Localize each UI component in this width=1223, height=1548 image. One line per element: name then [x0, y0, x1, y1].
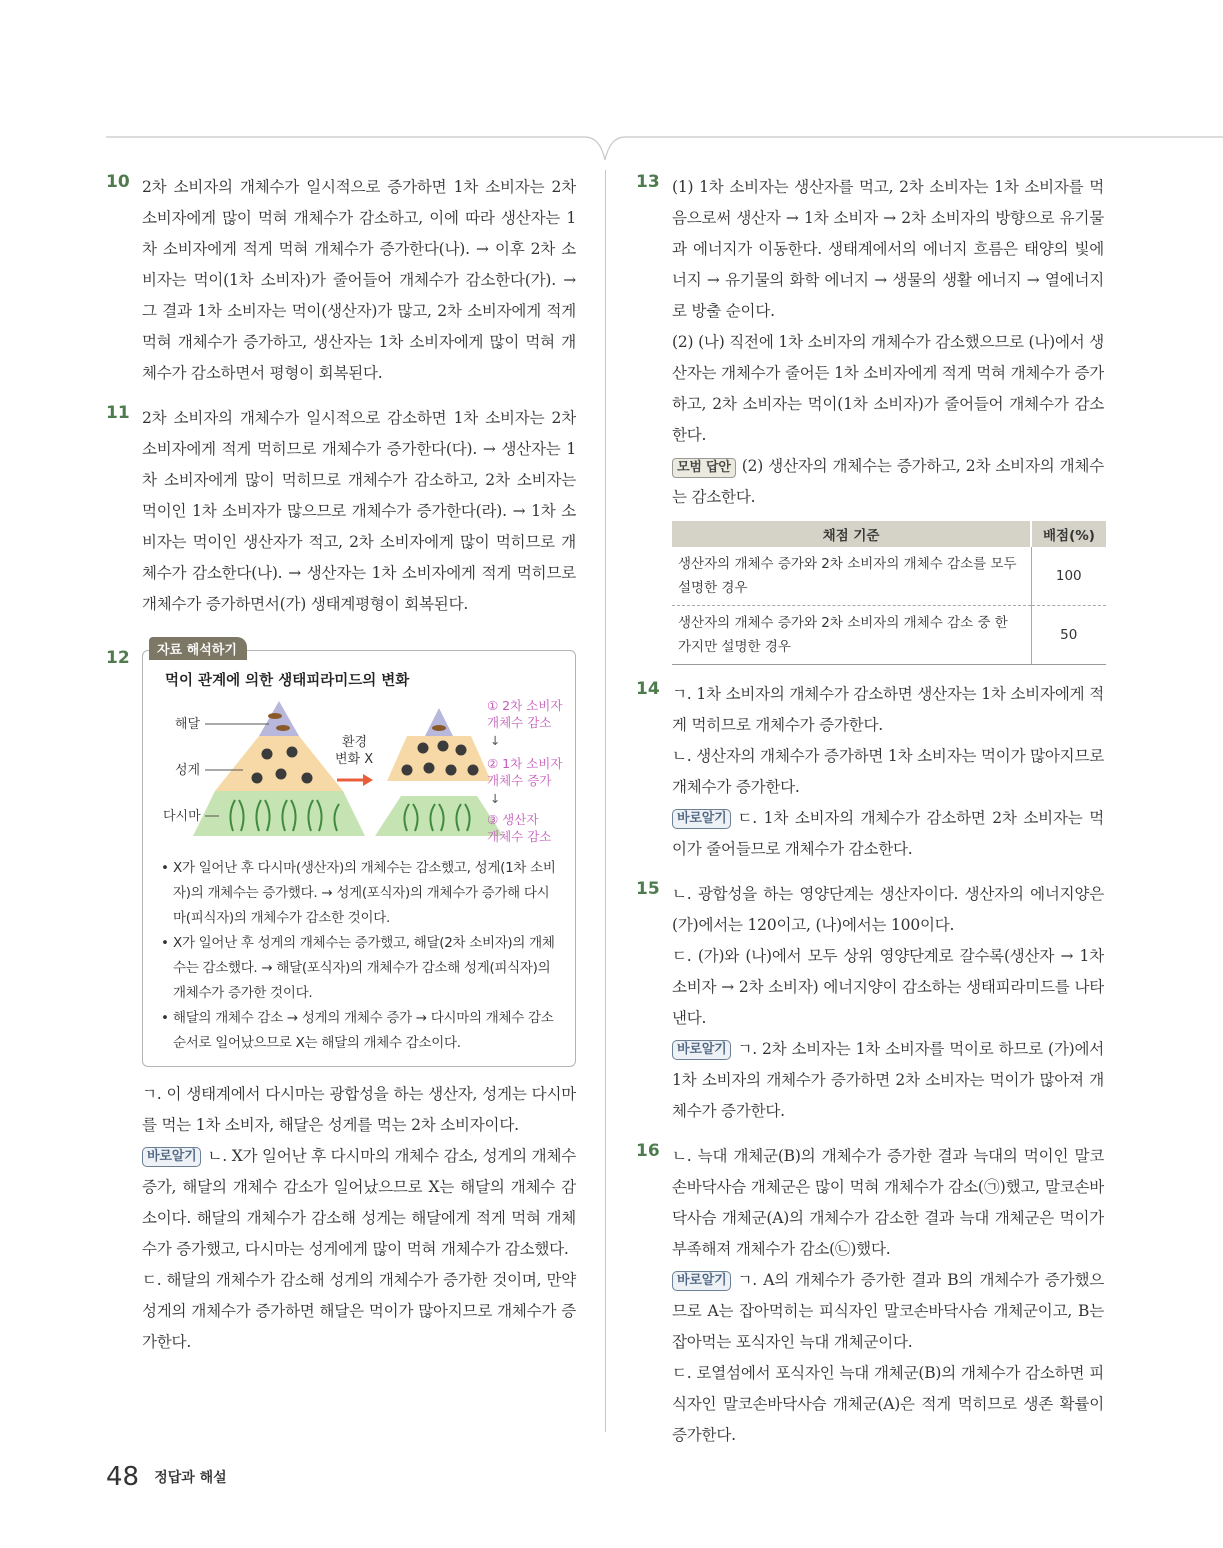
page-number: 48: [106, 1462, 140, 1492]
bullet-item: • 해달의 개체수 감소 → 성게의 개체수 증가 → 다시마의 개체수 감소 순서로 일어났으므로 X는 해달의 개체수 감소이다.: [161, 1006, 561, 1056]
scoring-header-points: 배점(%): [1031, 521, 1106, 547]
page-footer: [106, 1462, 227, 1492]
pyramid-before-mid: [215, 736, 343, 791]
pyramid-before-top: [259, 701, 299, 736]
answer-text: ㄷ. (가)와 (나)에서 모두 상위 영양단계로 갈수록(생산자 → 1차 소비자 → 2차 소비자) 에너지양이 감소하는 생태피라미드를 나타낸다.: [672, 947, 1104, 1027]
down-arrow-2: ↓: [490, 791, 501, 806]
answer-text: ㄱ. 1차 소비자의 개체수가 감소하면 생산자는 1차 소비자에게 적게 먹히므로 개체수가 증가한다.: [672, 685, 1104, 734]
bullet-item: • X가 일어난 후 다시마(생산자)의 개체수는 감소했고, 성게(1차 소비자)의 개체수는 증가했다. → 성게(포식자)의 개체수가 증가해 다시마(피식자)의 개체수가 감소한 것이다.: [161, 856, 561, 931]
question-number: 14: [636, 679, 660, 699]
question-12: [106, 643, 576, 1358]
annotation-step2a: ② 1차 소비자: [487, 756, 563, 771]
question-number: 11: [106, 403, 130, 423]
answer-text: (1) 1차 소비자는 생산자를 먹고, 2차 소비자는 1차 소비자를 먹음으로써 생산자 → 1차 소비자 → 2차 소비자의 방향으로 유기물과 에너지가 이동한다. 생태계에서의 에너지 흐름은 태양의 빛에너지 → 유기물의 화학 에너지 → 생물의 생활 에너지 → 열에너지로 방출 순이다.: [672, 178, 1104, 320]
annotation-step1a: ① 2차 소비자: [487, 698, 563, 713]
table-row: [672, 547, 1106, 606]
answer-text: ㄷ. 1차 소비자의 개체수가 감소하면 2차 소비자는 먹이가 줄어들므로 개체수가 감소한다.: [672, 809, 1104, 858]
pyramid-diagram: [161, 696, 581, 846]
question-11: [106, 403, 576, 620]
bullet-item: • X가 일어난 후 성게의 개체수는 증가했고, 해달(2차 소비자)의 개체수는 감소했다. → 해달(포식자)의 개체수가 감소해 성게(피식자)의 개체수가 증가한 것이다.: [161, 931, 561, 1006]
header-rule: [0, 0, 1223, 170]
answer-text: ㄴ. 늑대 개체군(B)의 개체수가 증가한 결과 늑대의 먹이인 말코손바닥사슴 개체군은 많이 먹혀 개체수가 감소(㉠)했고, 말코손바닥사슴 개체군(A)의 개체수가 감소한 결과 늑대 개체군은 먹이가 부족해져 개체수가 감소(㉡)했다.: [672, 1147, 1104, 1258]
correct-badge: 바로알기: [672, 809, 731, 829]
question-15: [636, 879, 1104, 1127]
question-16: [636, 1141, 1104, 1451]
column-divider: [605, 170, 606, 1432]
analysis-bullets: [161, 856, 561, 1056]
answer-text: 2차 소비자의 개체수가 일시적으로 증가하면 1차 소비자는 2차 소비자에게 많이 먹혀 개체수가 감소하고, 이에 따라 생산자는 1차 소비자에게 적게 먹혀 개체수가 증가한다(나). → 이후 2차 소비자는 먹이(1차 소비자)가 줄어들어 개체수가 감소한다(가). → 그 결과 1차 소비자는 먹이(생산자)가 많고, 2차 소비자에게 적게 먹혀 개체수가 증가하고, 생산자는 1차 소비자에게 많이 먹혀 개체수가 감소하면서 평형이 회복된다.: [142, 178, 576, 382]
answer-text: ㄴ. X가 일어난 후 다시마의 개체수 감소, 성게의 개체수 증가, 해달의 개체수 감소가 일어났으므로 X는 해달의 개체수 감소이다. 해달의 개체수가 감소해 성게는 해달에게 적게 먹혀 개체수가 증가했고, 다시마는 성게에게 많이 먹혀 개체수가 감소했다.: [142, 1147, 576, 1258]
question-13: [636, 172, 1104, 665]
question-10: [106, 172, 576, 389]
answer-text: ㄷ. 로열섬에서 포식자인 늑대 개체군(B)의 개체수가 감소하면 피식자인 말코손바닥사슴 개체군(A)은 적게 먹히므로 생존 확률이 증가한다.: [672, 1364, 1104, 1444]
data-analysis-tag: 자료 해석하기: [149, 637, 247, 660]
answer-text: (2) (나) 직전에 1차 소비자의 개체수가 감소했으므로 (나)에서 생산자는 개체수가 줄어든 1차 소비자에게 적게 먹혀 개체수가 증가하고, 2차 소비자는 먹이(1차 소비자)가 줄어들어 개체수가 감소한다.: [672, 333, 1105, 444]
change-label-1: 환경: [342, 735, 368, 750]
points-cell: 50: [1031, 606, 1106, 665]
annotation-step3a: ③ 생산자: [487, 812, 539, 827]
right-column: [636, 172, 1104, 1465]
answer-text: ㄷ. 해달의 개체수가 감소해 성게의 개체수가 증가한 것이며, 만약 성게의 개체수가 증가하면 해달은 먹이가 많아지므로 개체수가 증가한다.: [142, 1271, 576, 1351]
label-otter: 해달: [175, 717, 201, 732]
answer-text: ㄱ. 2차 소비자는 1차 소비자를 먹이로 하므로 (가)에서 1차 소비자의 개체수가 증가하면 2차 소비자는 먹이가 많아져 개체수가 증가한다.: [672, 1040, 1104, 1120]
points-cell: 100: [1031, 547, 1106, 606]
annotation-step1b: 개체수 감소: [487, 715, 552, 730]
pyramid-after-bottom: [375, 796, 503, 836]
scoring-table: [672, 521, 1106, 665]
pyramid-after-top: [425, 708, 453, 736]
criteria-cell: 생산자의 개체수 증가와 2차 소비자의 개체수 감소를 모두 설명한 경우: [672, 547, 1031, 606]
question-number: 10: [106, 172, 130, 192]
scoring-header-criteria: 채점 기준: [672, 521, 1031, 547]
question-number: 16: [636, 1141, 660, 1161]
criteria-cell: 생산자의 개체수 증가와 2차 소비자의 개체수 감소 중 한 가지만 설명한 경우: [672, 606, 1031, 665]
label-kelp: 다시마: [163, 809, 201, 824]
table-row: [672, 606, 1106, 665]
down-arrow-1: ↓: [490, 733, 501, 748]
box-title: 먹이 관계에 의한 생태피라미드의 변화: [165, 673, 410, 689]
data-analysis-box: [142, 643, 576, 1067]
answer-text: ㄴ. 생산자의 개체수가 증가하면 1차 소비자는 먹이가 많아지므로 개체수가 증가한다.: [672, 747, 1104, 796]
question-14: [636, 679, 1104, 865]
correct-badge: 바로알기: [672, 1271, 731, 1291]
answer-text: ㄱ. A의 개체수가 증가한 결과 B의 개체수가 증가했으므로 A는 잡아먹히는 피식자인 말코손바닥사슴 개체군이고, B는 잡아먹는 포식자인 늑대 개체군이다.: [672, 1271, 1104, 1351]
answer-text-wrong-note: [142, 1141, 576, 1265]
right-arrow-icon: [337, 774, 373, 786]
question-number: 12: [106, 648, 130, 668]
model-answer-badge: 모범 답안: [672, 458, 736, 478]
answer-text: ㄱ. 이 생태계에서 다시마는 광합성을 하는 생산자, 성게는 다시마를 먹는 1차 소비자, 해달은 성게를 먹는 2차 소비자이다.: [142, 1085, 576, 1134]
otter-icon: [432, 725, 446, 731]
answer-text: 2차 소비자의 개체수가 일시적으로 감소하면 1차 소비자는 2차 소비자에게 적게 먹히므로 개체수가 증가한다(다). → 생산자는 1차 소비자에게 많이 먹히므로 개체수가 감소하고, 2차 소비자는 먹이인 1차 소비자가 많으므로 개체수가 증가한다(라). → 1차 소비자는 먹이인 생산자가 적고, 2차 소비자에게 많이 먹히므로 개체수가 감소한다(나). → 생산자는 1차 소비자에게 적게 먹히므로 개체수가 증가하면서(가) 생태계평형이 회복된다.: [142, 409, 576, 613]
answer-text: (2) 생산자의 개체수는 증가하고, 2차 소비자의 개체수는 감소한다.: [672, 457, 1104, 506]
annotation-step2b: 개체수 증가: [487, 773, 552, 788]
footer-label: 정답과 해설: [154, 1470, 227, 1486]
pyramid-before-bottom: [193, 791, 365, 836]
left-column: [106, 172, 576, 1372]
question-number: 15: [636, 879, 660, 899]
answer-text: ㄴ. 광합성을 하는 영양단계는 생산자이다. 생산자의 에너지양은 (가)에서는 120이고, (나)에서는 100이다.: [672, 885, 1104, 934]
label-urchin: 성게: [175, 763, 201, 778]
change-label-2: 변화 X: [335, 752, 374, 767]
annotation-step3b: 개체수 감소: [487, 829, 552, 844]
model-answer: [672, 451, 1104, 513]
correct-badge: 바로알기: [672, 1040, 731, 1060]
correct-badge: 바로알기: [142, 1147, 201, 1167]
question-number: 13: [636, 172, 660, 192]
